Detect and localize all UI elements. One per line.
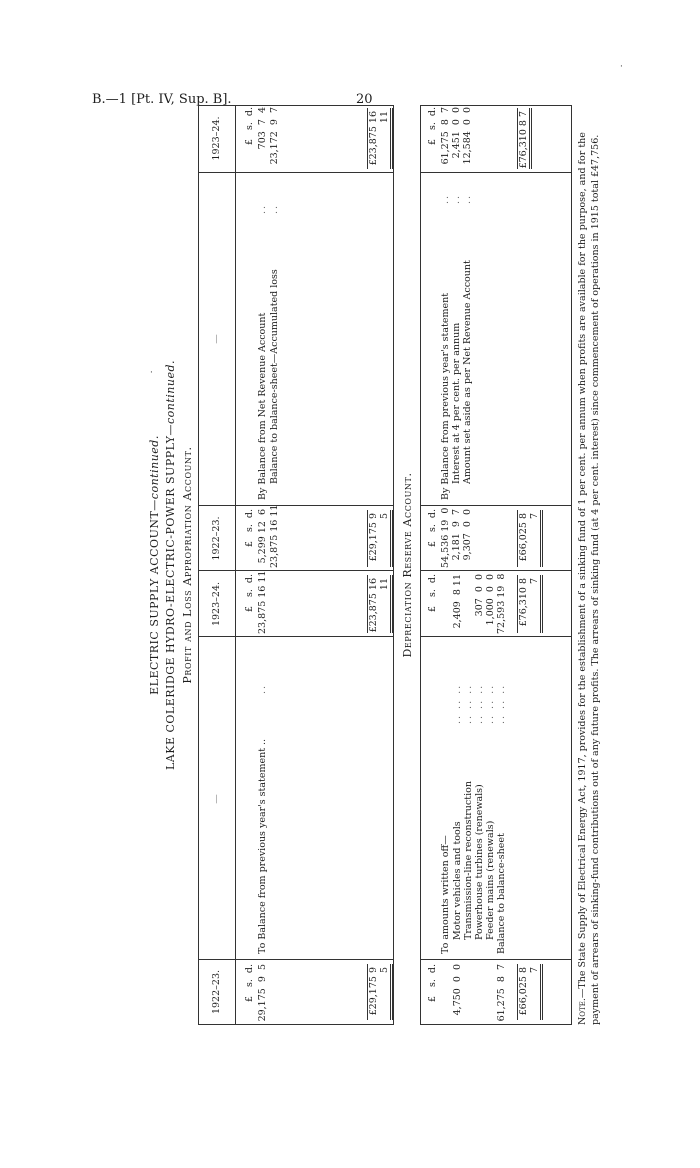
pl-cr-1922-total: £29,175 9 5 — [367, 510, 393, 567]
leader-dots: .. .. .. — [463, 683, 474, 724]
pl-cr-item: By Balance from Net Revenue Account — [257, 312, 268, 500]
pl-dr-1923-value: 23,875 16 11 — [257, 570, 268, 634]
leader-dots: .. .. .. — [452, 683, 463, 724]
supply-title: LAKE COLERIDGE HYDRO-ELECTRIC-POWER SUPPLY—continued. — [164, 359, 177, 771]
pl-dr-header-dash: — — [211, 794, 222, 804]
depr-dr-item: Motor vehicles and tools — [452, 821, 463, 940]
depr-dr-1922-value: 61,275 8 7 — [496, 964, 507, 1022]
pl-title: Profit and Loss Appropriation Account. — [181, 446, 194, 684]
leader-dots: .. — [462, 193, 473, 204]
depr-dr-1923-value: 2,409 8 11 — [452, 574, 463, 629]
pl-units: £ s. d. — [244, 509, 255, 548]
depr-cr-1922-value: 2,181 9 7 — [451, 509, 462, 561]
depr-dr-1923-value: 1,000 0 0 — [485, 574, 496, 626]
depr-dr-heading: To amounts written off— — [440, 835, 451, 954]
depr-dr-item: Feeder mains (renewals) — [485, 820, 496, 940]
depr-dr-1922-value: 4,750 0 0 — [452, 964, 463, 1016]
depr-cr-1922-total: £66,025 8 7 — [517, 510, 543, 567]
depr-dr-item: Powerhouse turbines (renewals) — [474, 784, 485, 940]
leader-dots: .. — [257, 203, 268, 214]
pl-dr-1922-total: £29,175 9 5 — [367, 964, 393, 1020]
depr-title: Depreciation Reserve Account. — [401, 472, 414, 658]
depr-dr-1922-total: £66,025 8 7 — [517, 964, 543, 1020]
pl-cr-1923-total: £23,875 16 11 — [367, 108, 393, 169]
pl-cr-1923-value: 23,172 9 7 — [269, 107, 280, 165]
depr-units: £ s. d. — [427, 107, 438, 146]
pl-cr-year-1923: 1923–24. — [211, 116, 222, 161]
depr-cr-item: Interest at 4 per cent. per annum — [451, 322, 462, 484]
leader-dots: .. — [440, 193, 451, 204]
pl-dr-item: To Balance from previous year's statement .. — [257, 738, 268, 954]
leader-dots: .. — [269, 203, 280, 214]
account-title: ELECTRIC SUPPLY ACCOUNT—continued. — [148, 435, 161, 695]
footnote — [576, 105, 602, 1025]
leader-dots: .. .. .. — [485, 683, 496, 724]
depr-cr-item: By Balance from previous year's statement — [440, 292, 451, 500]
depr-cr-1922-value: 54,536 19 0 — [440, 507, 451, 568]
pl-dr-1922-value: 29,175 9 5 — [257, 964, 268, 1022]
pl-cr-header-dash: — — [211, 334, 222, 344]
depr-cr-1923-total: £76,310 8 7 — [517, 108, 532, 169]
leader-dots: .. — [451, 193, 462, 204]
depr-units: £ s. d. — [427, 509, 438, 548]
pl-cr-year-1922: 1922–23. — [211, 516, 222, 561]
depr-table — [420, 105, 572, 1025]
page-number: 20 — [356, 92, 373, 107]
note-label: Note. — [577, 998, 588, 1025]
pl-cr-1922-value: 5,299 12 6 — [257, 509, 268, 564]
rotated-page — [148, 105, 618, 1025]
depr-cr-1923-value: 12,584 0 0 — [462, 107, 473, 165]
pl-units: £ s. d. — [244, 964, 255, 1003]
pl-cr-1923-value: 703 7 4 — [257, 107, 268, 150]
leader-dots: .. — [257, 683, 268, 694]
depr-cr-1923-value: 2,451 0 0 — [451, 107, 462, 159]
pl-table — [198, 105, 394, 1025]
depr-cr-1922-value: 9,307 0 0 — [462, 509, 473, 561]
depr-units: £ s. d. — [427, 964, 438, 1003]
pl-dr-1923-total: £23,875 16 11 — [367, 575, 393, 633]
pl-units: £ s. d. — [244, 107, 255, 146]
page-header-left: B.—1 [Pt. IV, Sup. B]. — [92, 92, 232, 107]
scan-speck: · — [150, 368, 153, 378]
leader-dots: .. .. .. — [496, 683, 507, 724]
depr-cr-1923-value: 61,275 8 7 — [440, 107, 451, 165]
pl-cr-item: Balance to balance-sheet—Accumulated loss — [269, 269, 280, 484]
depr-dr-item: Balance to balance-sheet — [496, 833, 507, 954]
depr-dr-item: Transmission-line reconstruction — [463, 781, 474, 940]
depr-dr-1923-total: £76,310 8 7 — [517, 575, 543, 633]
depr-dr-1923-value: 307 0 0 — [474, 574, 485, 617]
leader-dots: .. .. .. — [474, 683, 485, 724]
depr-cr-item: Amount set aside as per Net Revenue Account — [462, 260, 473, 484]
depr-units: £ s. d. — [427, 574, 438, 613]
note-text: —The State Supply of Electrical Energy Act, 1917, provides for the establishment of a sinking fund of 1 per cent. per annum when profits are available for the purpose, and for the payment of arrears of sinking-fund contributions out of any future profits. The arrears of sinking fund (at 4 per cent. interest) since commencement of operations in 1915 total £47,756. — [577, 132, 601, 1025]
pl-dr-year-1923: 1923–24. — [211, 581, 222, 627]
pl-units: £ s. d. — [244, 574, 255, 613]
depr-dr-1923-value: 72,593 19 8 — [496, 573, 507, 634]
pl-dr-year-1922: 1922–23. — [211, 969, 222, 1015]
scan-speck: · — [620, 62, 623, 72]
pl-cr-1922-value: 23,875 16 11 — [269, 504, 280, 568]
